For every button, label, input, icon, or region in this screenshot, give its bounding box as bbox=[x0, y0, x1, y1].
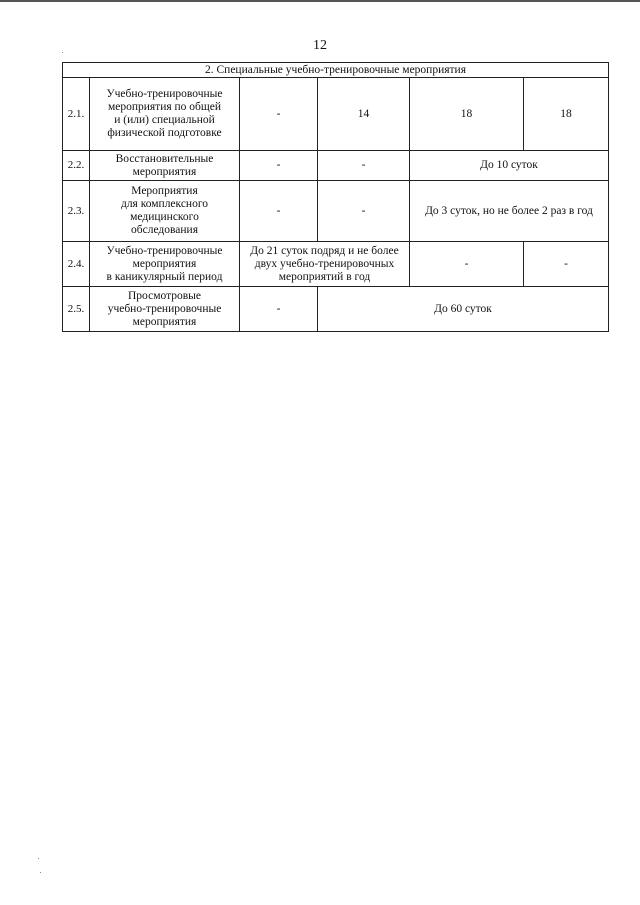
table-row bbox=[63, 78, 609, 151]
event-name: Восстановительные мероприятия bbox=[115, 152, 214, 178]
page-number: 12 bbox=[313, 38, 327, 53]
row-number: 2.2. bbox=[63, 151, 90, 181]
section-title: 2. Специальные учебно-тренировочные мероприятия bbox=[63, 63, 609, 78]
value-cell: - bbox=[240, 78, 318, 151]
event-name: Просмотровые учебно-тренировочные мероприятия bbox=[107, 289, 222, 328]
row-number: 2.1. bbox=[63, 78, 90, 151]
row-number: 2.4. bbox=[63, 242, 90, 287]
value-cell: - bbox=[524, 242, 609, 287]
value-cell: - bbox=[240, 181, 318, 242]
value-cell: - bbox=[410, 242, 524, 287]
table-row bbox=[63, 151, 609, 181]
event-name: Мероприятия для комплексного медицинского обследования bbox=[120, 185, 209, 236]
row-number: 2.3. bbox=[63, 181, 90, 242]
value-cell: - bbox=[318, 151, 410, 181]
table-row bbox=[63, 181, 609, 242]
event-name-cell bbox=[90, 287, 240, 332]
training-events-table bbox=[62, 62, 609, 332]
section-header-row bbox=[63, 63, 609, 78]
merged-value-cell bbox=[240, 242, 410, 287]
table-row bbox=[63, 242, 609, 287]
row-number: 2.5. bbox=[63, 287, 90, 332]
merged-value-cell: До 60 суток bbox=[318, 287, 609, 332]
event-name: Учебно-тренировочные мероприятия по общей и (или) специальной физической подготовке bbox=[106, 88, 223, 139]
scan-speck bbox=[40, 872, 41, 873]
scan-speck bbox=[62, 52, 63, 53]
scan-speck bbox=[38, 858, 39, 859]
event-name: Учебно-тренировочные мероприятия в каникулярный период bbox=[106, 244, 223, 283]
value-cell: - bbox=[240, 151, 318, 181]
merged-value-cell: До 10 суток bbox=[410, 151, 609, 181]
event-name-cell bbox=[90, 78, 240, 151]
event-name-cell bbox=[90, 181, 240, 242]
merged-value-text: До 21 суток подряд и не более двух учебно-тренировочных мероприятий в год bbox=[250, 244, 399, 283]
event-name-cell bbox=[90, 242, 240, 287]
table-row bbox=[63, 287, 609, 332]
event-name-cell bbox=[90, 151, 240, 181]
value-cell: 18 bbox=[524, 78, 609, 151]
value-cell: - bbox=[240, 287, 318, 332]
scan-edge-line bbox=[0, 0, 640, 2]
value-cell: 18 bbox=[410, 78, 524, 151]
value-cell: 14 bbox=[318, 78, 410, 151]
merged-value-cell: До 3 суток, но не более 2 раз в год bbox=[410, 181, 609, 242]
value-cell: - bbox=[318, 181, 410, 242]
